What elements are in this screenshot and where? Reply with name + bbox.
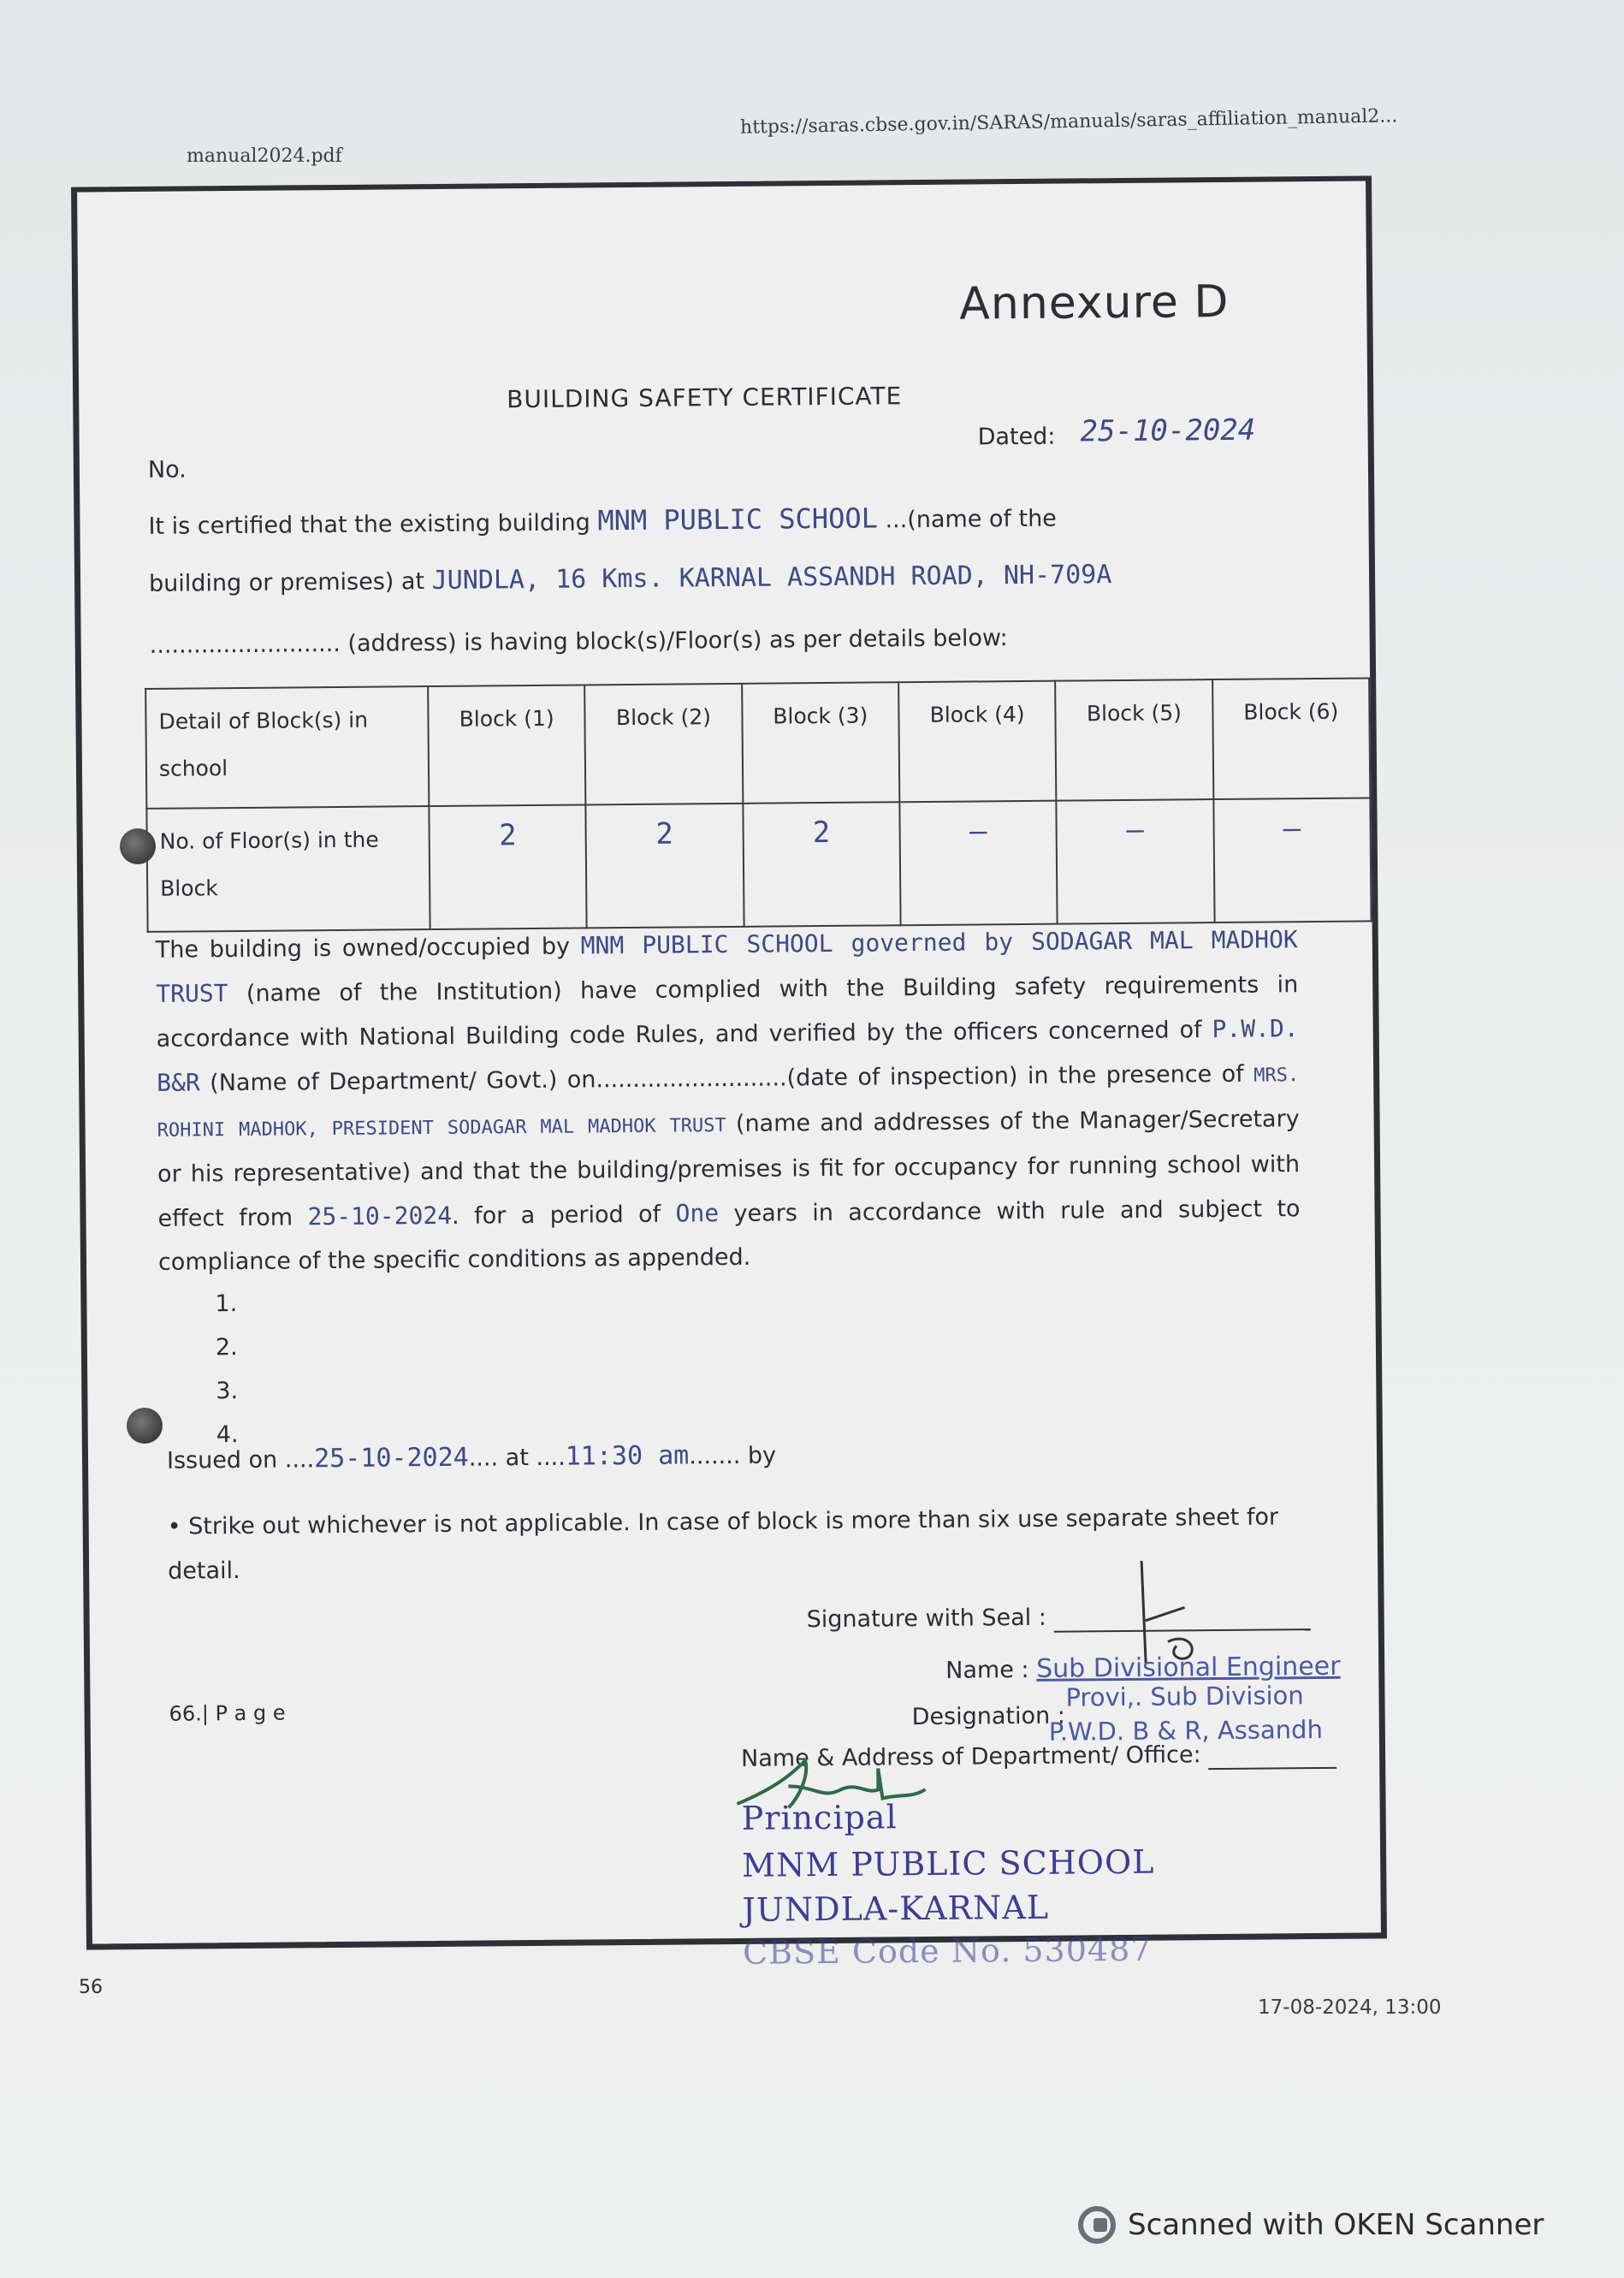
- department-value: P.W.D. B&R: [157, 1014, 1299, 1097]
- dept-office-label: Name & Address of Department/ Office:: [740, 1741, 1201, 1772]
- blocks-intro-line: .......................... (address) is having block(s)/Floor(s) as per details below:: [149, 625, 1008, 659]
- address-value: JUNDLA, 16 Kms. KARNAL ASSANDH ROAD, NH-709A: [431, 560, 1112, 596]
- floor-count: 2: [743, 802, 901, 927]
- address-line-prefix: building or premises) at: [148, 568, 425, 597]
- manager-value: MRS. ROHINI MADHOK, PRESIDENT SODAGAR MAL MADHOK TRUST: [157, 1065, 1300, 1142]
- certificate-paragraph: [156, 917, 1301, 1284]
- period-suffix: years in accordance with rule and subject to compliance of the specific conditions as appended.: [157, 1195, 1301, 1276]
- scanner-watermark: [1078, 2206, 1544, 2244]
- at-label: at: [505, 1445, 529, 1472]
- owner-value: MNM PUBLIC SCHOOL governed by SODAGAR MAL MADHOK TRUST: [156, 925, 1298, 1008]
- floor-count: 2: [586, 804, 744, 928]
- dated-value: 25-10-2024: [1080, 412, 1256, 449]
- blocks-intro-text: (address) is having block(s)/Floor(s) as per details below:: [347, 625, 1008, 657]
- designation-value-2: P.W.D. B & R, Assandh: [1048, 1714, 1324, 1747]
- building-line-suffix: ...(name of the: [885, 505, 1057, 534]
- manager-suffix: (name and addresses of the Manager/Secretary or his representative) and that the building/premises is fit for occupancy for running school with effect from: [157, 1106, 1301, 1232]
- stamp-location: JUNDLA-KARNAL: [742, 1888, 1050, 1929]
- building-name: MNM PUBLIC SCHOOL: [597, 501, 879, 537]
- condition-item: 2.: [215, 1334, 238, 1361]
- dated-label: Dated:: [977, 423, 1056, 451]
- footer-timestamp: 17-08-2024, 13:00: [1258, 1996, 1442, 2019]
- block-header: Block (4): [898, 681, 1057, 803]
- scanner-text: Scanned with OKEN Scanner: [1128, 2208, 1544, 2242]
- condition-item: 1.: [215, 1290, 238, 1318]
- dept-office-field: [1208, 1741, 1337, 1770]
- building-line-prefix: It is certified that the existing building: [148, 509, 590, 540]
- stamp-principal: Principal: [741, 1798, 898, 1837]
- table-row-label: Detail of Block(s) in school: [145, 686, 429, 809]
- issued-date: 25-10-2024: [313, 1442, 469, 1474]
- number-label: No.: [147, 456, 187, 483]
- scanner-icon: [1078, 2206, 1116, 2244]
- issued-line: Issued on ....25-10-2024.... at ....11:30 am....... by: [166, 1440, 777, 1474]
- designation-value-1: Provi,. Sub Division: [1065, 1681, 1304, 1712]
- annexure-heading: Annexure D: [959, 276, 1230, 330]
- period-value: One: [675, 1199, 720, 1228]
- building-line: [148, 501, 1057, 542]
- block-header: Block (2): [584, 684, 743, 805]
- source-url: https://saras.cbse.gov.in/SARAS/manuals/saras_affiliation_manual2...: [739, 105, 1398, 139]
- issued-time: 11:30 am: [565, 1440, 690, 1472]
- name-label: Name :: [945, 1656, 1029, 1684]
- certificate-frame: [71, 175, 1387, 1972]
- issued-label: Issued on: [166, 1446, 278, 1474]
- floor-count: 2: [429, 804, 587, 929]
- block-header: Block (6): [1212, 678, 1371, 799]
- table-row: [146, 798, 1371, 931]
- block-header: Block (3): [742, 682, 900, 804]
- block-header: Block (1): [428, 685, 586, 806]
- table-row: [145, 678, 1370, 808]
- designation-label: Designation :: [911, 1702, 1065, 1731]
- department-suffix: (Name of Department/ Govt.) on..........................(date of inspection) in the presence of: [210, 1060, 1244, 1097]
- blocks-table: [145, 677, 1372, 932]
- floor-count: —: [899, 801, 1058, 926]
- by-label: by: [747, 1442, 777, 1469]
- page-number-label: 66.| P a g e: [169, 1700, 286, 1726]
- owned-prefix: The building is owned/occupied by: [155, 933, 571, 964]
- owned-suffix: (name of the Institution) have complied with the Building safety requirements in accordance with National Building code Rules, and verified by the officers concerned of: [156, 971, 1299, 1053]
- period-prefix: . for a period of: [451, 1201, 661, 1230]
- stamp-cbse-code: CBSE Code No. 530487: [742, 1930, 1153, 1972]
- footer-page-number: 56: [79, 1977, 103, 1998]
- stamp-school: MNM PUBLIC SCHOOL: [741, 1842, 1155, 1884]
- condition-item: 3.: [216, 1378, 239, 1405]
- signature-label: Signature with Seal :: [806, 1604, 1046, 1634]
- certificate-title: BUILDING SAFETY CERTIFICATE: [507, 382, 903, 414]
- strike-note: • Strike out whichever is not applicable. In case of block is more than six use separate sheet for detail.: [167, 1504, 1279, 1585]
- address-line: [149, 560, 1112, 599]
- punch-hole: [120, 828, 156, 864]
- floor-count: —: [1057, 799, 1215, 924]
- pdf-filename: manual2024.pdf: [187, 145, 342, 167]
- name-line: [945, 1652, 1341, 1685]
- table-row-label: No. of Floor(s) in the Block: [146, 806, 430, 932]
- punch-hole: [127, 1408, 163, 1444]
- block-header: Block (5): [1055, 679, 1213, 801]
- name-value: Sub Divisional Engineer: [1035, 1651, 1341, 1684]
- condition-item: 4.: [216, 1421, 239, 1449]
- effective-date: 25-10-2024: [307, 1201, 453, 1231]
- floor-count: —: [1213, 798, 1372, 922]
